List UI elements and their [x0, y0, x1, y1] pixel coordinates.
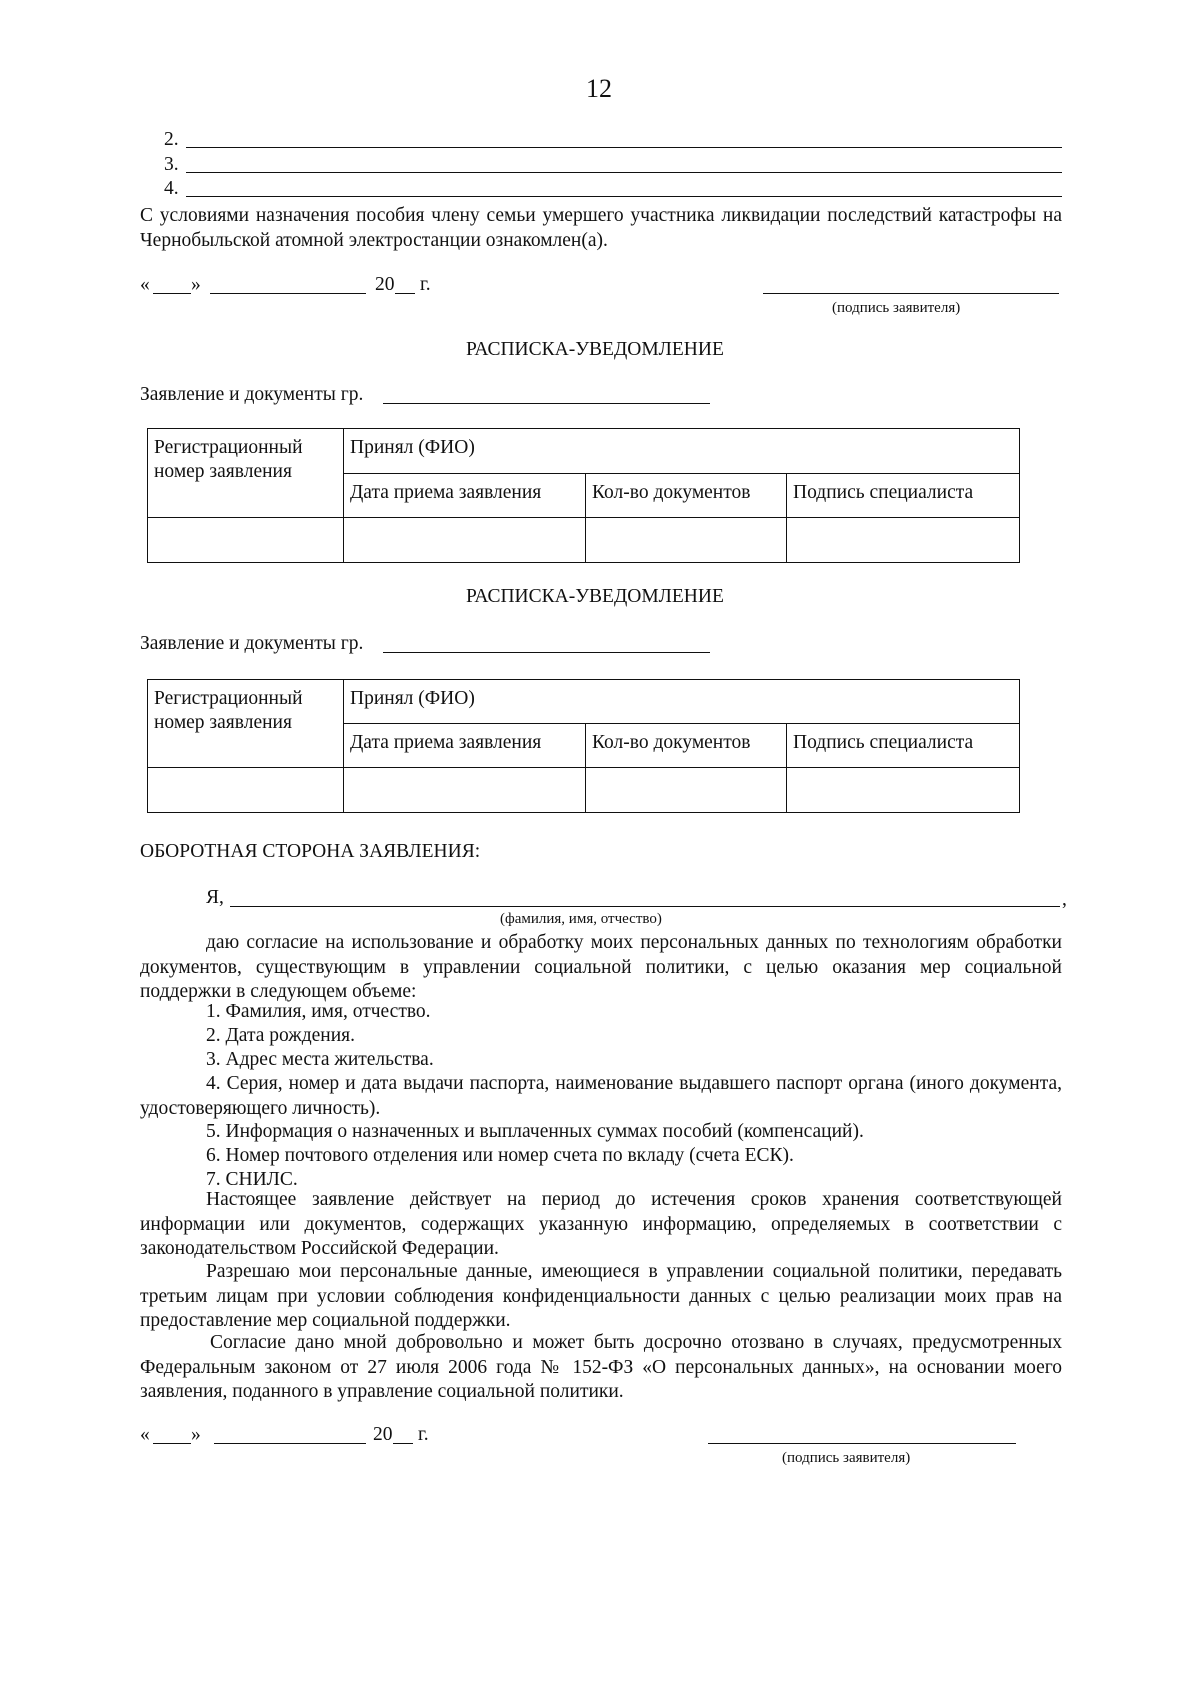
month-field[interactable] [214, 1443, 366, 1444]
accepted-by-header: Принял (ФИО) [344, 680, 1020, 724]
list-item-number: 4. [164, 178, 179, 199]
consent-item: 3. Адрес места жительства. [206, 1049, 434, 1070]
doc-count-cell[interactable] [586, 518, 787, 563]
consent-item: 5. Информация о назначенных и выплаченных суммах пособий (компенсаций). [206, 1121, 864, 1142]
receipt-title: РАСПИСКА-УВЕДОМЛЕНИЕ [466, 339, 724, 360]
date-received-cell[interactable] [344, 768, 586, 813]
blank-line[interactable] [186, 147, 1062, 148]
consent-item: 2. Дата рождения. [206, 1025, 356, 1046]
doc-count-header: Кол-во документов [586, 474, 787, 518]
blank-line[interactable] [186, 196, 1062, 197]
date-open-quote: « [140, 1424, 150, 1445]
year-prefix: 20 [373, 1424, 393, 1445]
reverse-title: ОБОРОТНАЯ СТОРОНА ЗАЯВЛЕНИЯ: [140, 841, 481, 862]
fio-comma: , [1062, 889, 1067, 910]
date-open-quote: « [140, 274, 150, 295]
fio-line[interactable] [230, 906, 1060, 907]
specialist-signature-cell[interactable] [787, 518, 1020, 563]
month-field[interactable] [210, 293, 366, 294]
accepted-by-header: Принял (ФИО) [344, 429, 1020, 474]
signature-line[interactable] [708, 1443, 1016, 1444]
page-number: 12 [586, 74, 612, 103]
year-field[interactable] [393, 1443, 413, 1444]
citizen-name-line[interactable] [383, 403, 710, 404]
year-field[interactable] [395, 293, 415, 294]
year-suffix: г. [420, 274, 431, 295]
year-prefix: 20 [375, 274, 395, 295]
signature-caption: (подпись заявителя) [832, 300, 961, 316]
specialist-signature-header: Подпись специалиста [787, 724, 1020, 768]
doc-count-cell[interactable] [586, 768, 787, 813]
consent-intro: даю согласие на использование и обработку моих персональных данных по технологиям обработки документов, существующим в управлении социальной политики, с целью оказания мер социальной поддержки в следующем объеме: [140, 932, 1062, 1002]
specialist-signature-cell[interactable] [787, 768, 1020, 813]
reg-number-header: Регистрационный номер заявления [148, 429, 344, 518]
i-label: Я, [206, 887, 224, 908]
conditions-text: С условиями назначения пособия члену семьи умершего участника ликвидации последствий катастрофы на Чернобыльской атомной электростанции ознакомлен(а). [140, 205, 1062, 251]
blank-line[interactable] [186, 172, 1062, 173]
receipt-intro: Заявление и документы гр. [140, 384, 364, 405]
specialist-signature-header: Подпись специалиста [787, 474, 1020, 518]
consent-item: 4. Серия, номер и дата выдачи паспорта, наименование выдавшего паспорт органа (иного документа, удостоверяющего личность). [140, 1073, 1062, 1119]
date-received-cell[interactable] [344, 518, 586, 563]
year-suffix: г. [418, 1424, 429, 1445]
date-close-quote: » [191, 1424, 201, 1445]
date-close-quote: » [191, 274, 201, 295]
consent-item: 6. Номер почтового отделения или номер счета по вкладу (счета ЕСК). [206, 1145, 794, 1166]
date-received-header: Дата приема заявления [344, 474, 586, 518]
third-parties-paragraph: Разрешаю мои персональные данные, имеющиеся в управлении социальной политики, передавать третьим лицам при условии соблюдения конфиденциальности данных с целью реализации моих прав на предоставление мер социальной поддержки. [140, 1261, 1062, 1331]
reg-number-cell[interactable] [148, 768, 344, 813]
receipt-table [147, 679, 1020, 813]
receipt-title: РАСПИСКА-УВЕДОМЛЕНИЕ [466, 586, 724, 607]
day-field[interactable] [153, 293, 191, 294]
signature-line[interactable] [763, 293, 1059, 294]
list-item-number: 3. [164, 154, 179, 175]
fio-caption: (фамилия, имя, отчество) [500, 911, 662, 927]
receipt-intro: Заявление и документы гр. [140, 633, 364, 654]
receipt-table [147, 428, 1020, 563]
list-item-number: 2. [164, 129, 179, 150]
consent-item: 7. СНИЛС. [206, 1169, 298, 1190]
voluntary-paragraph: Согласие дано мной добровольно и может быть досрочно отозвано в случаях, предусмотренных Федеральным законом от 27 июля 2006 года № 152-ФЗ «О персональных данных», на основании моего заявления, поданного в управление социальной политики. [140, 1332, 1062, 1402]
reg-number-cell[interactable] [148, 518, 344, 563]
consent-item: 1. Фамилия, имя, отчество. [206, 1001, 431, 1022]
validity-paragraph: Настоящее заявление действует на период до истечения сроков хранения соответствующей информации или документов, содержащих указанную информацию, определяемых в соответствии с законодательством Российской Федерации. [140, 1189, 1062, 1259]
day-field[interactable] [153, 1443, 191, 1444]
citizen-name-line[interactable] [383, 652, 710, 653]
signature-caption: (подпись заявителя) [782, 1450, 911, 1466]
reg-number-header: Регистрационный номер заявления [148, 680, 344, 768]
doc-count-header: Кол-во документов [586, 724, 787, 768]
date-received-header: Дата приема заявления [344, 724, 586, 768]
